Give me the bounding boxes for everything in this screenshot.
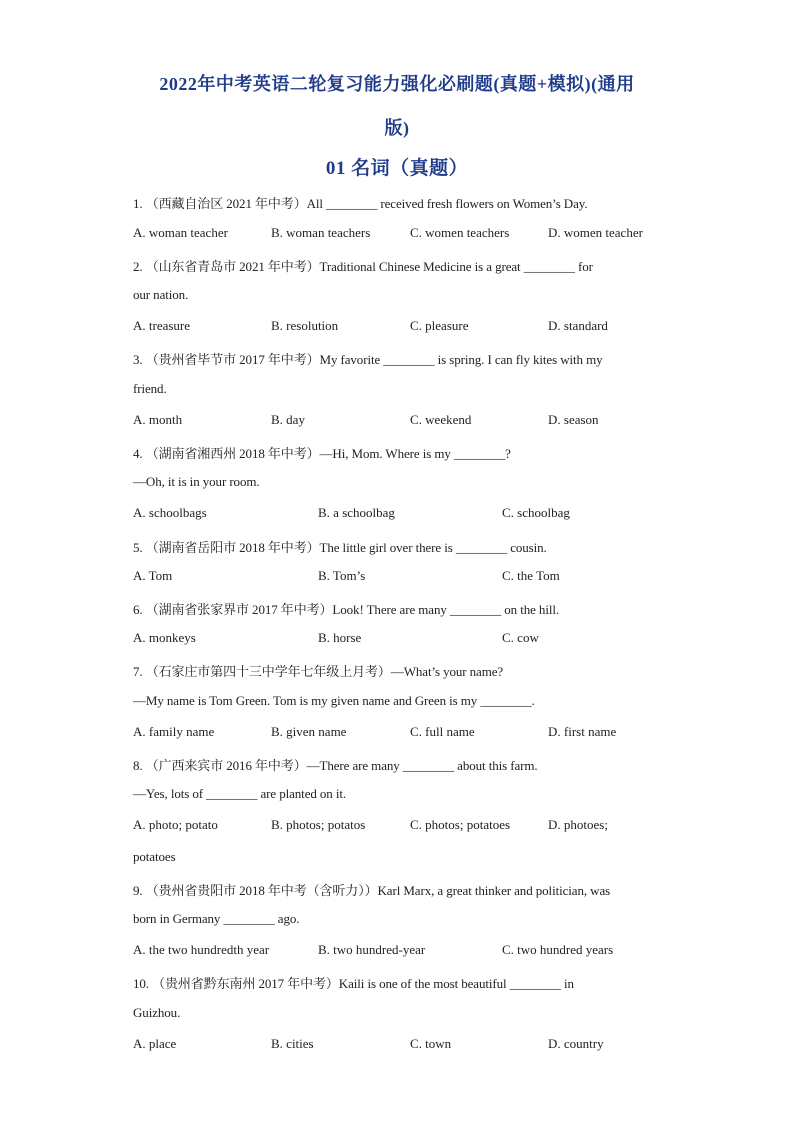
question-9-stem: 9. （贵州省贵阳市 2018 年中考（含听力））Karl Marx, a great thinker and politician, was [133, 883, 611, 898]
question-1-stem: 1. （西藏自治区 2021 年中考）All ________ received fresh flowers on Women’s Day. [133, 196, 588, 211]
question-3-option-c[interactable]: C. weekend [410, 412, 472, 427]
question-4-stem: 4. （湖南省湘西州 2018 年中考）—Hi, Mom. Where is my ________? [133, 446, 511, 461]
question-4-option-b[interactable]: B. a schoolbag [318, 505, 395, 520]
question-2-stem-cont: our nation. [133, 287, 189, 302]
question-5-option-a[interactable]: A. Tom [133, 568, 173, 583]
question-10-option-d[interactable]: D. country [548, 1036, 604, 1051]
question-8-option-c[interactable]: C. photos; potatoes [410, 817, 511, 832]
question-1-option-b[interactable]: B. woman teachers [271, 225, 371, 240]
question-3-option-b[interactable]: B. day [271, 412, 305, 427]
question-2-option-b[interactable]: B. resolution [271, 318, 339, 333]
question-4-option-a[interactable]: A. schoolbags [133, 505, 207, 520]
question-10-stem-cont: Guizhou. [133, 1005, 181, 1020]
question-9-option-a[interactable]: A. the two hundredth year [133, 942, 270, 957]
question-7-option-c[interactable]: C. full name [410, 724, 475, 739]
question-10-option-b[interactable]: B. cities [271, 1036, 314, 1051]
question-10-option-c[interactable]: C. town [410, 1036, 452, 1051]
question-2-stem: 2. （山东省青岛市 2021 年中考）Traditional Chinese Medicine is a great ________ for [133, 259, 593, 274]
question-7-option-b[interactable]: B. given name [271, 724, 347, 739]
question-1-option-c[interactable]: C. women teachers [410, 225, 510, 240]
question-3-option-d[interactable]: D. season [548, 412, 599, 427]
question-10-option-a[interactable]: A. place [133, 1036, 177, 1051]
question-6-option-a[interactable]: A. monkeys [133, 630, 196, 645]
question-8-option-d[interactable]: D. photoes; [548, 817, 608, 832]
question-6-option-c[interactable]: C. cow [502, 630, 539, 645]
question-3-stem-cont: friend. [133, 381, 167, 396]
question-2-option-d[interactable]: D. standard [548, 318, 608, 333]
question-6-stem: 6. （湖南省张家界市 2017 年中考）Look! There are many ________ on the hill. [133, 602, 560, 617]
question-9-stem-cont: born in Germany ________ ago. [133, 911, 300, 926]
question-2-option-c[interactable]: C. pleasure [410, 318, 469, 333]
question-8-stem: 8. （广西来宾市 2016 年中考）—There are many ________ about this farm. [133, 758, 538, 773]
question-8-option-a[interactable]: A. photo; potato [133, 817, 218, 832]
question-5-option-b[interactable]: B. Tom’s [318, 568, 366, 583]
question-7-stem-cont: —My name is Tom Green. Tom is my given name and Green is my ________. [133, 693, 535, 708]
question-2-option-a[interactable]: A. treasure [133, 318, 191, 333]
question-7-stem: 7. （石家庄市第四十三中学年七年级上月考）—What’s your name? [133, 664, 504, 679]
question-3-option-a[interactable]: A. month [133, 412, 183, 427]
question-4-option-c[interactable]: C. schoolbag [502, 505, 570, 520]
question-1-option-d[interactable]: D. women teacher [548, 225, 643, 240]
question-7-option-a[interactable]: A. family name [133, 724, 215, 739]
question-8-option-b[interactable]: B. photos; potatos [271, 817, 366, 832]
question-5-stem: 5. （湖南省岳阳市 2018 年中考）The little girl over there is ________ cousin. [133, 540, 547, 555]
section-heading: 01 名词（真题） [325, 158, 469, 179]
question-9-option-c[interactable]: C. two hundred years [502, 942, 614, 957]
question-4-stem-cont: —Oh, it is in your room. [133, 474, 260, 489]
question-6-option-b[interactable]: B. horse [318, 630, 362, 645]
question-9-option-b[interactable]: B. two hundred-year [318, 942, 426, 957]
question-8-option-d-cont: potatoes [133, 849, 176, 864]
question-3-stem: 3. （贵州省毕节市 2017 年中考）My favorite ________ is spring. I can fly kites with my [133, 352, 603, 367]
document-title-line-1: 2022年中考英语二轮复习能力强化必刷题(真题+模拟)(通用 [159, 74, 635, 94]
question-5-option-c[interactable]: C. the Tom [502, 568, 560, 583]
document-title-line-2: 版) [384, 118, 410, 138]
question-7-option-d[interactable]: D. first name [548, 724, 617, 739]
question-1-option-a[interactable]: A. woman teacher [133, 225, 228, 240]
question-8-stem-cont: —Yes, lots of ________ are planted on it. [133, 786, 347, 801]
question-10-stem: 10. （贵州省黔东南州 2017 年中考）Kaili is one of the most beautiful ________ in [133, 976, 574, 991]
